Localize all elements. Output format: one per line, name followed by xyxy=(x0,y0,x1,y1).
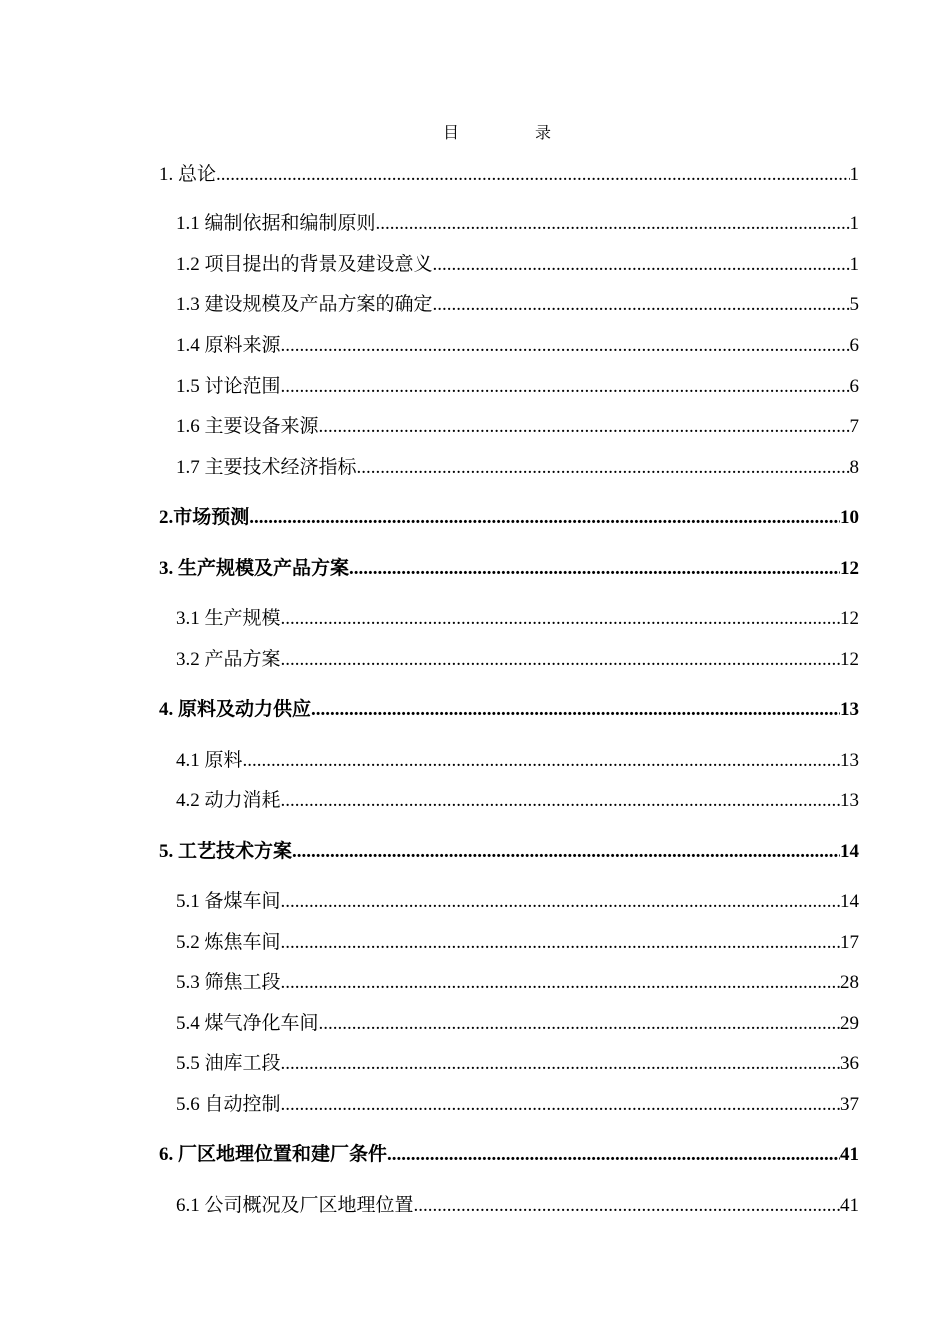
toc-entry-label: 2.市场预测 xyxy=(159,507,250,528)
toc-entry[interactable] xyxy=(176,970,859,996)
toc-dot-leader xyxy=(292,839,840,865)
toc-dot-leader xyxy=(433,292,850,318)
toc-entry[interactable] xyxy=(176,333,859,359)
toc-page-number: 1 xyxy=(849,164,859,185)
toc-entry[interactable] xyxy=(176,252,859,278)
toc-page-number: 12 xyxy=(840,608,859,629)
toc-page-number: 41 xyxy=(840,1144,859,1165)
toc-dot-leader xyxy=(349,556,840,582)
toc-page-number: 13 xyxy=(840,750,859,771)
toc-dot-leader xyxy=(281,333,850,359)
toc-entry[interactable] xyxy=(176,788,859,814)
toc-page-number: 6 xyxy=(849,376,859,397)
toc-page-number: 5 xyxy=(849,294,859,315)
toc-page-number: 7 xyxy=(849,416,859,437)
toc-entry[interactable] xyxy=(159,697,859,723)
toc-entry[interactable] xyxy=(176,1011,859,1037)
toc-entry-label: 1.3 建设规模及产品方案的确定 xyxy=(176,294,433,315)
toc-entry[interactable] xyxy=(176,211,859,237)
toc-dot-leader xyxy=(281,889,840,915)
toc-entry[interactable] xyxy=(176,455,859,481)
toc-page-number: 29 xyxy=(840,1013,859,1034)
toc-dot-leader xyxy=(357,455,850,481)
page-title: 目 录 xyxy=(442,125,581,142)
toc-entry[interactable] xyxy=(176,606,859,632)
toc-dot-leader xyxy=(281,930,840,956)
toc-dot-leader xyxy=(249,505,840,531)
toc-entry-label: 6.1 公司概况及厂区地理位置 xyxy=(176,1195,414,1216)
toc-entry-label: 1. 总论 xyxy=(159,164,217,185)
toc-entry-label: 3.1 生产规模 xyxy=(176,608,281,629)
toc-entry-label: 1.4 原料来源 xyxy=(176,335,281,356)
toc-page-number: 13 xyxy=(840,790,859,811)
toc-entry[interactable] xyxy=(176,1193,859,1219)
toc-dot-leader xyxy=(281,1051,840,1077)
toc-dot-leader xyxy=(243,748,840,774)
toc-entry-label: 5.1 备煤车间 xyxy=(176,891,281,912)
toc-page-number: 1 xyxy=(849,213,859,234)
toc-page-number: 28 xyxy=(840,972,859,993)
toc-dot-leader xyxy=(281,1092,840,1118)
toc-entry-label: 1.5 讨论范围 xyxy=(176,376,281,397)
toc-page-number: 13 xyxy=(840,699,859,720)
toc-entry-label: 1.6 主要设备来源 xyxy=(176,416,319,437)
toc-entry-label: 3. 生产规模及产品方案 xyxy=(159,558,350,579)
toc-page-number: 14 xyxy=(840,891,859,912)
toc-dot-leader xyxy=(281,606,840,632)
toc-entry-label: 5.5 油库工段 xyxy=(176,1053,281,1074)
toc-page-number: 10 xyxy=(840,507,859,528)
toc-entry[interactable] xyxy=(176,748,859,774)
toc-dot-leader xyxy=(281,374,850,400)
toc-entry[interactable] xyxy=(159,162,859,188)
toc-dot-leader xyxy=(311,697,840,723)
toc-entry-label: 1.2 项目提出的背景及建设意义 xyxy=(176,254,433,275)
toc-entry-label: 4.2 动力消耗 xyxy=(176,790,281,811)
toc-entry[interactable] xyxy=(176,647,859,673)
toc-page-number: 14 xyxy=(840,841,859,862)
toc-page-number: 1 xyxy=(849,254,859,275)
toc-entry-label: 5.6 自动控制 xyxy=(176,1094,281,1115)
toc-page-number: 41 xyxy=(840,1195,859,1216)
toc-dot-leader xyxy=(376,211,850,237)
toc-page-number: 37 xyxy=(840,1094,859,1115)
toc-dot-leader xyxy=(216,162,849,188)
toc-entry-label: 1.1 编制依据和编制原则 xyxy=(176,213,376,234)
toc-entry[interactable] xyxy=(159,839,859,865)
toc-dot-leader xyxy=(281,970,840,996)
toc-entry-label: 5.3 筛焦工段 xyxy=(176,972,281,993)
toc-entry[interactable] xyxy=(176,414,859,440)
toc-entry[interactable] xyxy=(159,1142,859,1168)
toc-dot-leader xyxy=(281,647,840,673)
toc-entry[interactable] xyxy=(176,1092,859,1118)
toc-entry-label: 4. 原料及动力供应 xyxy=(159,699,312,720)
toc-page-number: 36 xyxy=(840,1053,859,1074)
toc-entry[interactable] xyxy=(176,930,859,956)
toc-entry[interactable] xyxy=(176,889,859,915)
toc-dot-leader xyxy=(319,1011,840,1037)
toc-entry[interactable] xyxy=(159,556,859,582)
toc-page-number: 12 xyxy=(840,649,859,670)
toc-entry[interactable] xyxy=(176,1051,859,1077)
toc-entry-label: 6. 厂区地理位置和建厂条件 xyxy=(159,1144,388,1165)
toc-page-number: 6 xyxy=(849,335,859,356)
toc-entry[interactable] xyxy=(159,505,859,531)
toc-entry-label: 5. 工艺技术方案 xyxy=(159,841,293,862)
toc-entry[interactable] xyxy=(176,374,859,400)
toc-entry[interactable] xyxy=(176,292,859,318)
toc-entry-label: 3.2 产品方案 xyxy=(176,649,281,670)
toc-dot-leader xyxy=(387,1142,840,1168)
toc-entry-label: 5.2 炼焦车间 xyxy=(176,932,281,953)
toc-entry-label: 5.4 煤气净化车间 xyxy=(176,1013,319,1034)
toc-page-number: 12 xyxy=(840,558,859,579)
toc-dot-leader xyxy=(281,788,840,814)
toc-dot-leader xyxy=(433,252,850,278)
toc-dot-leader xyxy=(319,414,850,440)
toc-entry-label: 1.7 主要技术经济指标 xyxy=(176,457,357,478)
toc-page-number: 8 xyxy=(849,457,859,478)
toc-dot-leader xyxy=(414,1193,840,1219)
toc-page-number: 17 xyxy=(840,932,859,953)
toc-entry-label: 4.1 原料 xyxy=(176,750,243,771)
